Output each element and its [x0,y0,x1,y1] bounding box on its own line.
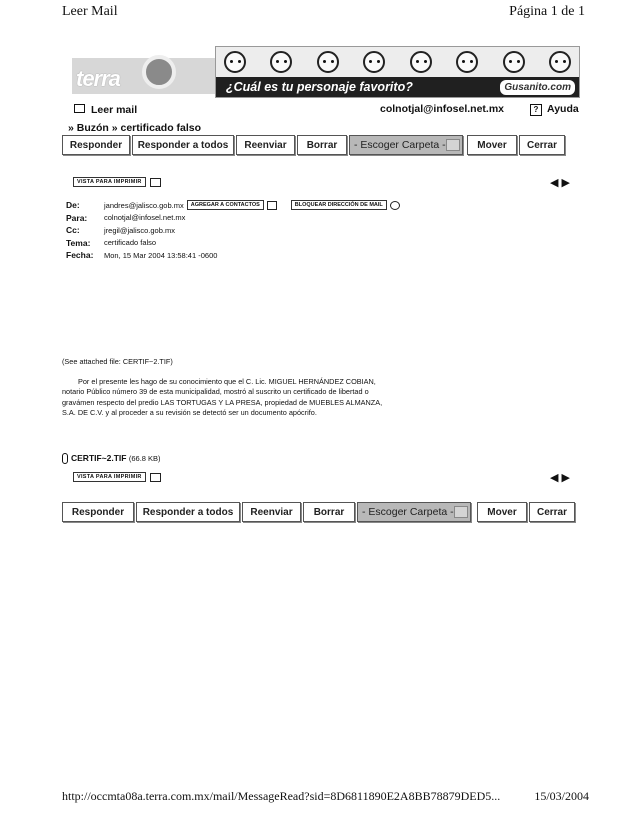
printer-icon[interactable] [150,178,161,187]
printer-icon[interactable] [150,473,161,482]
ad-tagline: ¿Cuál es tu personaje favorito? [216,77,579,97]
message-nav-arrows-top[interactable]: ◀ ▶ [550,177,570,189]
dropdown-arrow-icon[interactable] [454,506,468,518]
print-footer-url: http://occmta08a.terra.com.mx/mail/MessageRead?sid=8D6811890E2A8BB78879DED5... [62,789,501,803]
terra-logo[interactable] [72,58,222,94]
print-view-button[interactable]: VISTA PARA IMPRIMIR [73,177,146,187]
breadcrumb[interactable]: » Buzón » certificado falso [68,122,202,134]
character-icon [410,51,432,73]
to-row [66,212,400,225]
subject-label: Tema: [66,237,91,248]
header-banner [60,46,580,100]
dropdown-arrow-icon[interactable] [446,139,460,151]
character-icon [224,51,246,73]
reply-button[interactable]: Responder [62,502,134,522]
cc-value: jregil@jalisco.gob.mx [104,225,175,235]
date-label: Fecha: [66,250,94,261]
move-button[interactable]: Mover [477,502,527,522]
forward-button[interactable]: Reenviar [236,135,295,155]
envelope-icon [74,104,85,113]
print-page-number: Página 1 de 1 [509,4,585,19]
character-icon [549,51,571,73]
subject-value: certificado falso [104,238,157,248]
close-button[interactable]: Cerrar [529,502,575,522]
leer-mail-text: Leer mail [91,104,138,116]
character-icon [270,51,292,73]
hand-icon[interactable] [390,201,400,210]
date-row [66,249,400,262]
folder-select[interactable] [349,135,463,155]
print-view-row-top [73,177,161,187]
from-value[interactable]: jandres@jalisco.gob.mx [104,200,184,210]
from-row [66,199,400,212]
forward-button[interactable]: Reenviar [242,502,301,522]
message-header [66,199,400,262]
folder-select[interactable] [357,502,471,522]
logo-text: terra [76,66,120,91]
ad-characters [224,49,571,77]
cc-label: Cc: [66,225,80,236]
to-label: Para: [66,212,88,223]
attachment-row [62,453,161,464]
character-icon [363,51,385,73]
print-footer-date: 15/03/2004 [534,789,589,803]
toolbar-bottom [62,502,577,522]
print-view-row-bottom [73,472,161,482]
reply-button[interactable]: Responder [62,135,130,155]
delete-button[interactable]: Borrar [303,502,355,522]
character-icon [456,51,478,73]
add-contacts-button[interactable]: AGREGAR A CONTACTOS [187,200,264,210]
attachment-name[interactable]: CERTIF~2.TIF [71,453,127,463]
print-view-button[interactable]: VISTA PARA IMPRIMIR [73,472,146,482]
logo-circle-icon [142,55,176,89]
to-value: colnotjal@infosel.net.mx [104,213,186,223]
folder-select-value: - Escoger Carpeta - [362,506,454,518]
help-link[interactable] [530,103,579,116]
message-nav-arrows-bottom[interactable]: ◀ ▶ [550,472,570,484]
character-icon [317,51,339,73]
help-label: Ayuda [547,103,579,115]
cc-row [66,224,400,237]
attachment-size: (66.8 KB) [128,454,161,463]
ad-banner[interactable] [215,46,580,98]
toolbar-top [62,135,567,155]
print-page-title: Leer Mail [62,4,118,19]
paperclip-icon [62,453,68,464]
date-value: Mon, 15 Mar 2004 13:58:41 -0600 [104,250,218,260]
block-address-button[interactable]: BLOQUEAR DIRECCIÓN DE MAIL [291,200,387,210]
folder-select-value: - Escoger Carpeta - [354,139,446,151]
reply-all-button[interactable]: Responder a todos [132,135,234,155]
delete-button[interactable]: Borrar [297,135,347,155]
ad-brand: Gusanito.com [500,80,575,95]
character-icon [503,51,525,73]
reply-all-button[interactable]: Responder a todos [136,502,240,522]
leer-mail-label [74,104,137,116]
subject-row [66,237,400,250]
move-button[interactable]: Mover [467,135,517,155]
help-icon: ? [530,104,542,116]
account-email: colnotjal@infosel.net.mx [380,103,505,115]
message-body: Por el presente les hago de su conocimiento que el C. Lic. MIGUEL HERNÁNDEZ COBIAN, notario Público número 39 de esta municipalidad, mostró al suscrito un certificado de libertad o gravámen respecto del predio LAS TORTUGAS Y LA PRESA, propiedad de MUEBLES ALMANZA, S.A. DE C.V. y al proceder a su revisión se detectó ser un documento apócrifo. [62,377,383,417]
from-label: De: [66,200,80,211]
contacts-icon[interactable] [267,201,277,210]
attached-file-note: (See attached file: CERTIF~2.TIF) [62,357,173,366]
close-button[interactable]: Cerrar [519,135,565,155]
